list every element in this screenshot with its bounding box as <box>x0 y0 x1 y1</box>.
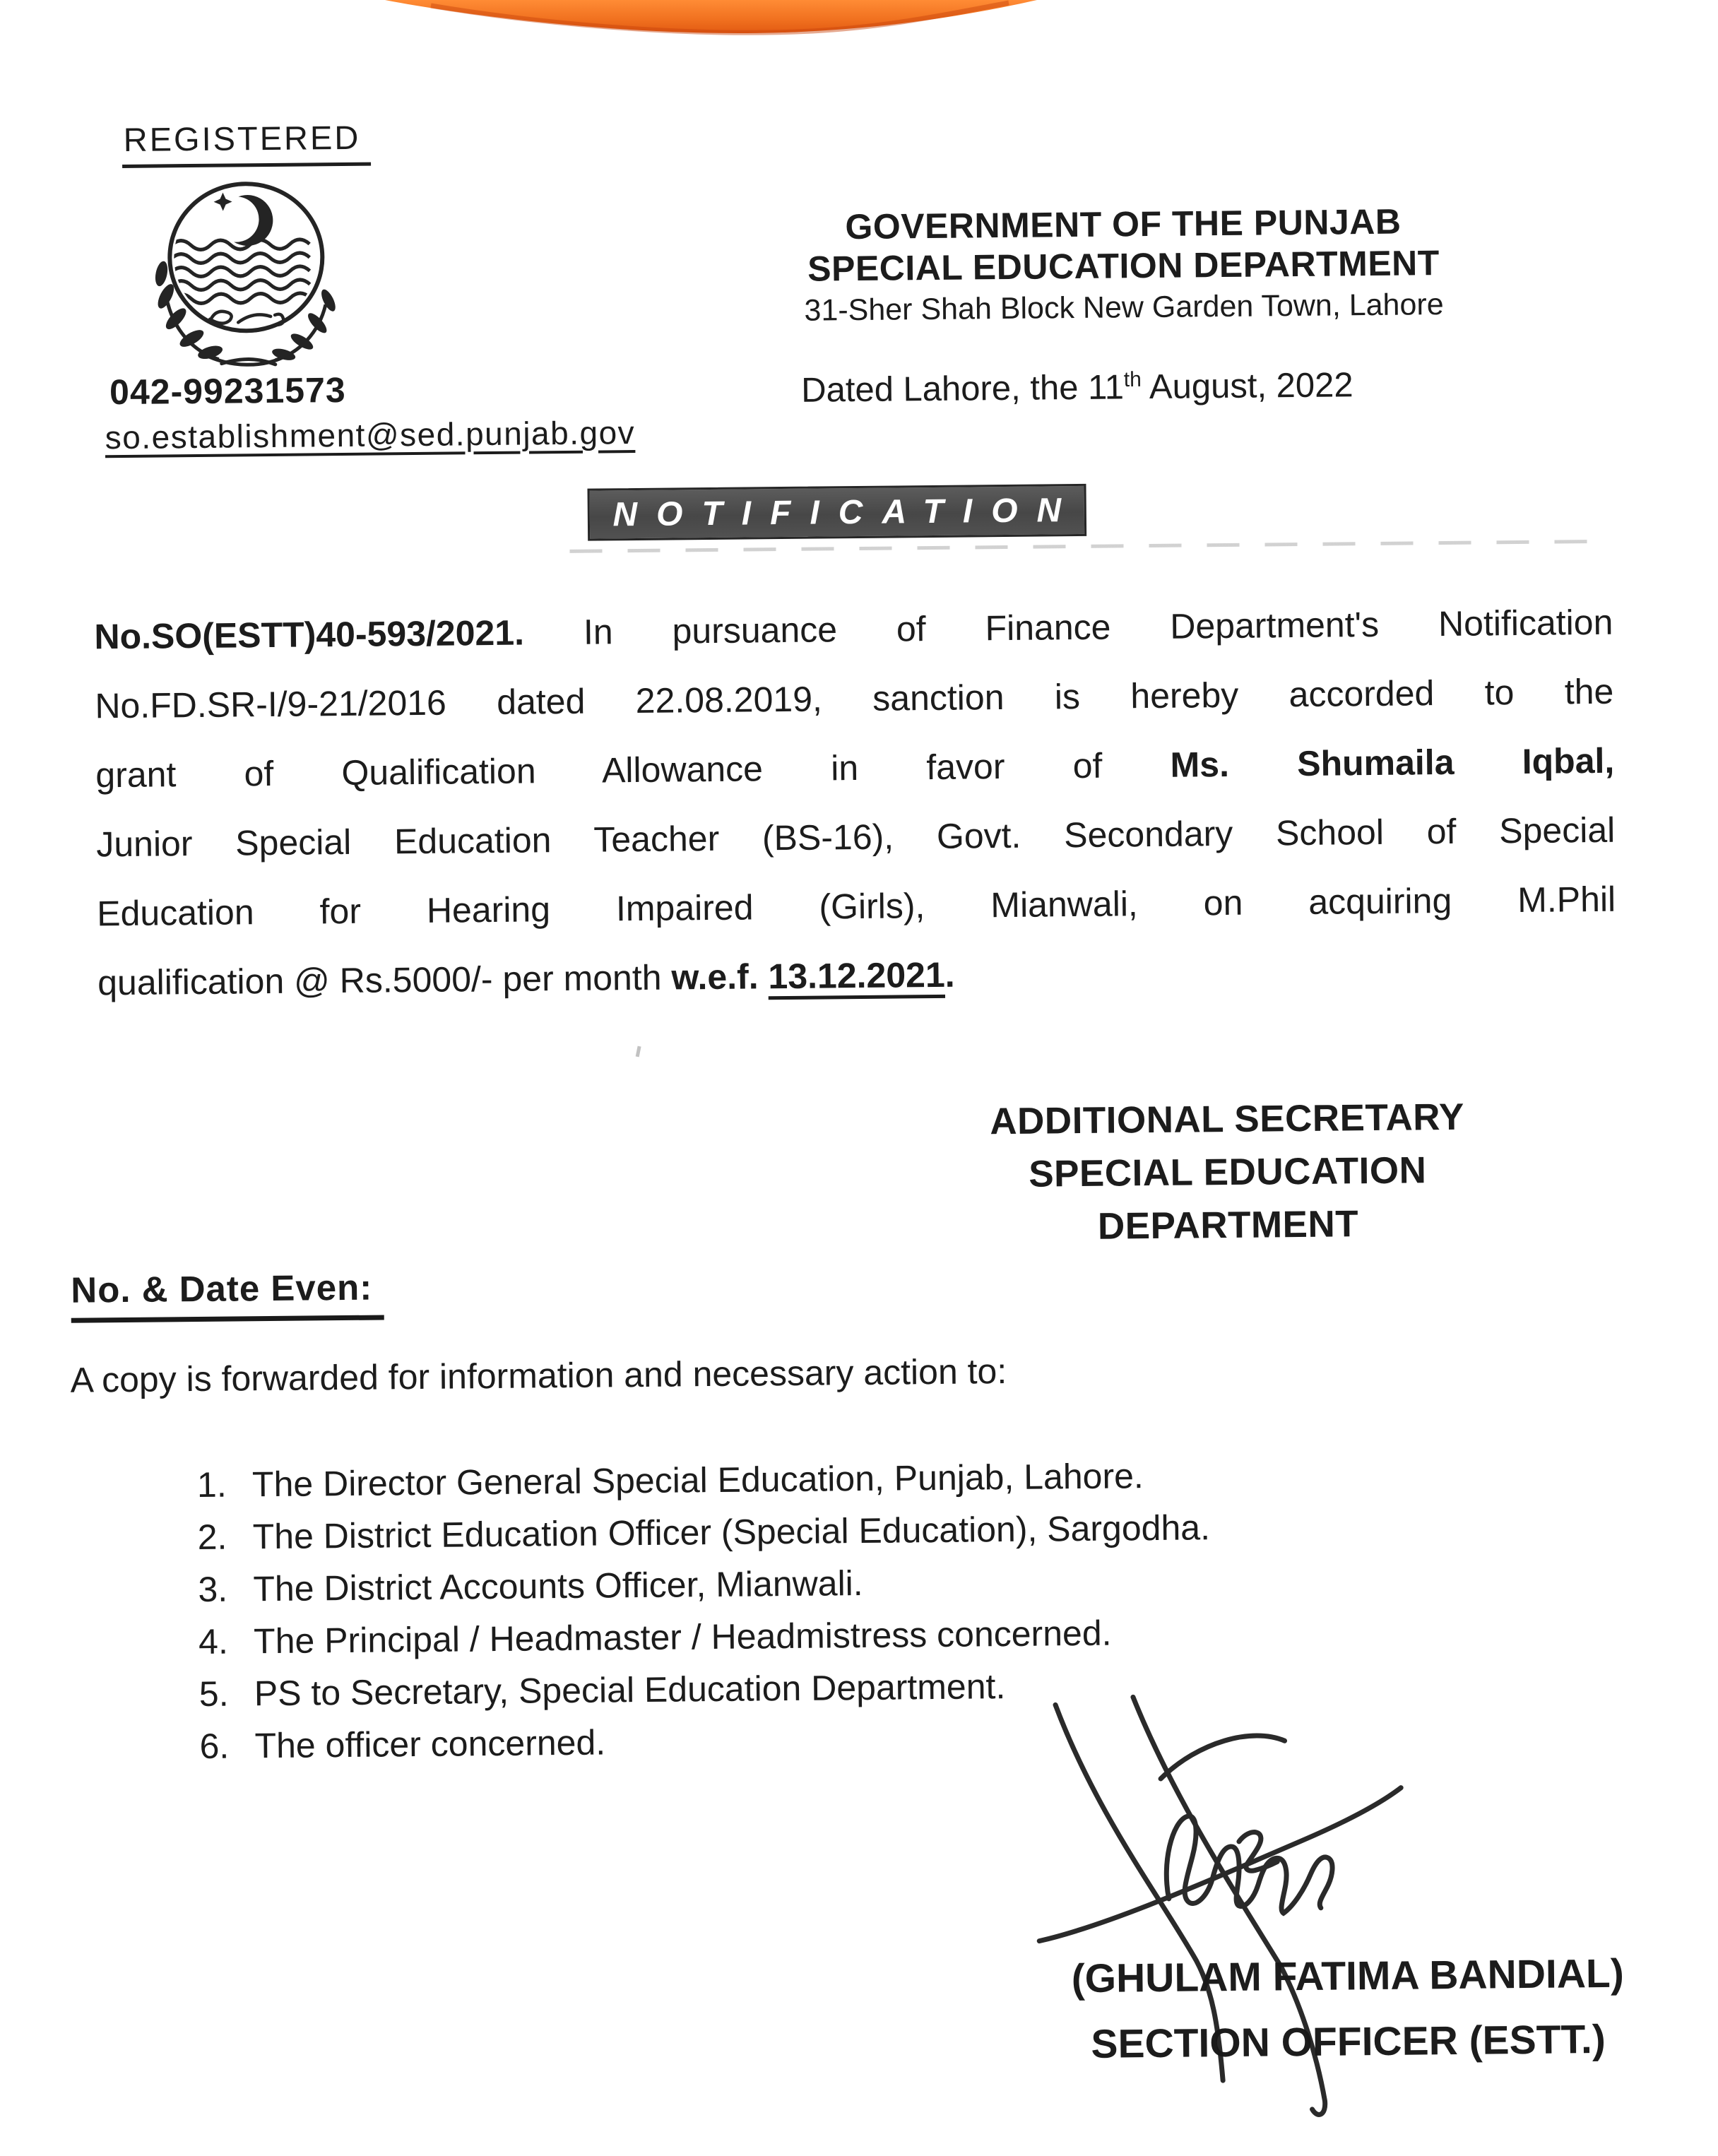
recipient-text: The District Accounts Officer, Mianwali. <box>253 1563 863 1609</box>
recipient-row <box>198 1553 1211 1616</box>
recipient-number: 2. <box>197 1517 227 1558</box>
department-title: SPECIAL EDUCATION DEPARTMENT <box>807 243 1440 289</box>
forward-line: A copy is forwarded for information and necessary action to: <box>70 1351 1007 1400</box>
recipient-row <box>197 1449 1210 1511</box>
punjab-government-emblem-icon <box>134 173 348 373</box>
signatory-title: SECTION OFFICER (ESTT.) <box>1091 2016 1606 2067</box>
registered-stamp: REGISTERED <box>122 118 370 168</box>
signatory-line-2: SPECIAL EDUCATION <box>1029 1149 1427 1195</box>
recipient-number: 1. <box>196 1464 227 1505</box>
signatory-block <box>944 1090 1511 1255</box>
paragraph-line <box>97 934 1617 1018</box>
recipient-row <box>197 1501 1210 1563</box>
paragraph-segment: grant of Qualification Allowance in favor of <box>95 745 1171 795</box>
recipient-text: The Director General Special Education, Punjab, Lahore. <box>251 1456 1144 1505</box>
paragraph-segment: In pursuance of Finance Department's Notification <box>523 602 1613 653</box>
river-waves-icon <box>171 239 310 304</box>
signatory-line-1: ADDITIONAL SECRETARY <box>990 1096 1465 1143</box>
date-suffix: August, 2022 <box>1141 366 1353 407</box>
paragraph-segment: w.e.f. <box>671 956 769 997</box>
paragraph-segment: . <box>944 954 955 995</box>
reference-heading: No. & Date Even: <box>71 1266 384 1322</box>
paragraph-segment: 13.12.2021 <box>768 954 945 997</box>
recipient-number: 3. <box>198 1569 228 1610</box>
paragraph-line <box>97 865 1616 949</box>
phone-number: 042-99231573 <box>109 369 346 413</box>
recipient-text: The District Education Officer (Special Education), Sargodha. <box>252 1508 1211 1557</box>
recipient-number: 4. <box>198 1621 229 1662</box>
paragraph-segment: Junior Special Education Teacher (BS-16), Govt. Secondary School of Special <box>96 810 1616 865</box>
recipient-text: The Principal / Headmaster / Headmistress concerned. <box>253 1613 1112 1662</box>
department-address: 31-Sher Shah Block New Garden Town, Lahore <box>804 288 1444 328</box>
notification-banner <box>587 484 1086 541</box>
recipient-text: PS to Secretary, Special Education Department. <box>254 1666 1006 1714</box>
recipient-text: The officer concerned. <box>254 1722 606 1766</box>
date-ordinal: th <box>1123 367 1142 392</box>
recipient-number: 5. <box>199 1674 229 1714</box>
recipient-number: 6. <box>199 1726 230 1767</box>
date-line <box>801 365 1353 410</box>
scan-speck <box>636 1046 641 1058</box>
laurel-left-icon <box>153 259 224 362</box>
paragraph-segment: Education for Hearing Impaired (Girls), Mianwali, on acquiring M.Phil <box>96 879 1616 934</box>
paragraph-segment: No.SO(ESTT)40-593/2021. <box>94 612 525 657</box>
government-title: GOVERNMENT OF THE PUNJAB <box>845 201 1402 247</box>
crescent-icon <box>233 195 273 247</box>
scan-smudge-line <box>569 540 1594 553</box>
notification-paragraph <box>94 588 1617 1018</box>
handwritten-signature-scribble <box>981 1654 1537 2146</box>
letterhead-org-block <box>763 200 1485 330</box>
paragraph-segment: Ms. Shumaila Iqbal, <box>1170 740 1615 785</box>
date-prefix: Dated Lahore, the 11 <box>800 368 1125 410</box>
paragraph-segment: No.FD.SR-I/9-21/2016 dated 22.08.2019, sanction is hereby accorded to the <box>95 671 1614 726</box>
signatory-name: (GHULAM FATIMA BANDIAL) <box>1071 1950 1625 2002</box>
notification-banner-title: NOTIFICATION <box>612 491 1081 533</box>
paragraph-segment: qualification @ Rs.5000/- per month <box>97 957 672 1003</box>
signatory-line-3: DEPARTMENT <box>1097 1203 1359 1248</box>
star-icon <box>213 192 232 211</box>
email-address: so.establishment@sed.punjab.gov <box>105 414 636 456</box>
